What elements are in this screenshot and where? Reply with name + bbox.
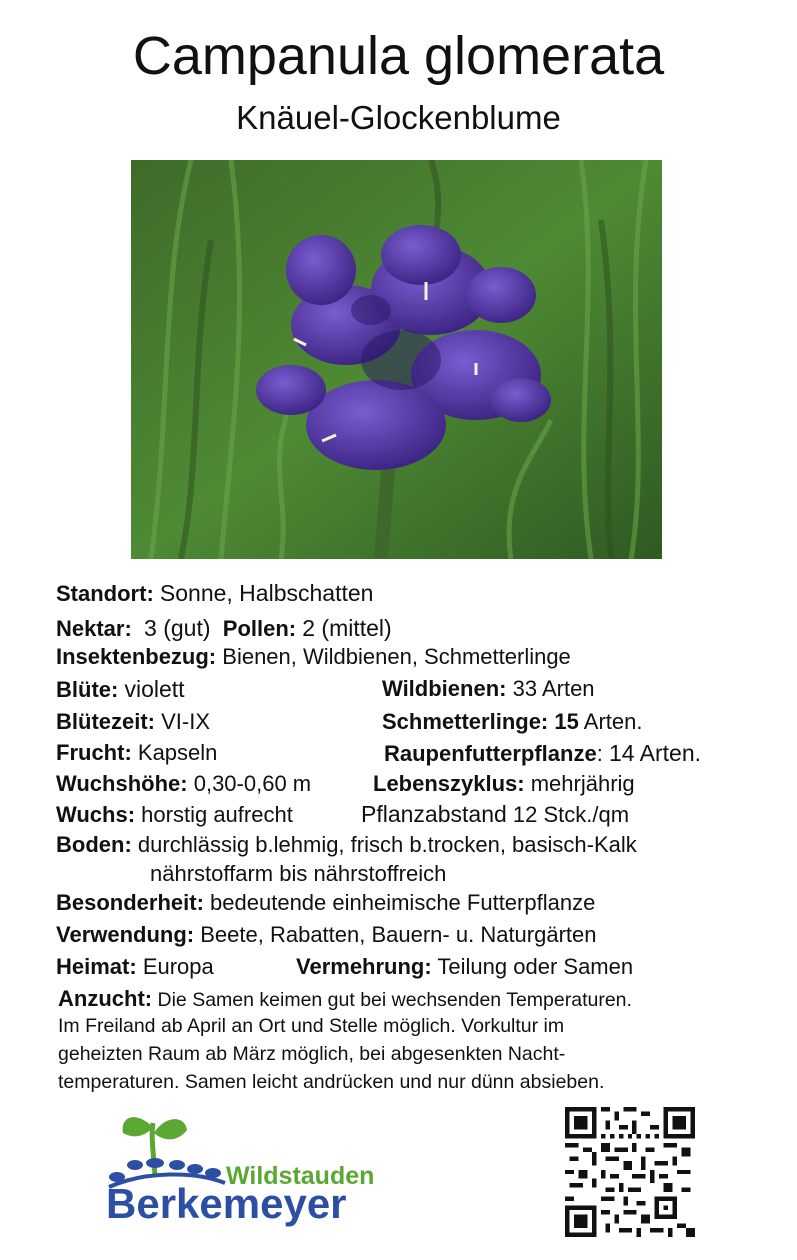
plant-latin-name: Campanula glomerata	[132, 26, 665, 86]
plant-common-name: Knäuel-Glockenblume	[236, 99, 561, 136]
nektar-label: Nektar:	[56, 616, 132, 641]
row-wuchshoehe: Wuchshöhe: 0,30-0,60 m	[56, 771, 312, 796]
row-vermehrung: Vermehrung: Teilung oder Samen	[296, 954, 634, 979]
row-boden-cont: nährstoffarm bis nährstoffreich	[150, 861, 447, 886]
row-wuchs: Wuchs: horstig aufrecht	[56, 802, 293, 827]
row-boden: Boden: durchlässig b.lehmig, frisch b.trocken, basisch-Kalk	[56, 832, 637, 857]
logo-top-word: Wildstauden	[226, 1162, 375, 1190]
pollen-value: 2 (mittel)	[302, 615, 392, 641]
nektar-value: 3 (gut)	[144, 615, 211, 641]
anzucht-line-2: Im Freiland ab April an Ort und Stelle möglich. Vorkultur im	[58, 1015, 565, 1037]
row-besonderheit: Besonderheit: bedeutende einheimische Futterpflanze	[56, 890, 596, 915]
anzucht-line-1: Anzucht: Die Samen keimen gut bei wechsenden Temperaturen.	[58, 986, 632, 1011]
row-nektar-pollen	[56, 614, 392, 643]
row-raupenfutterpflanze: Raupenfutterpflanze: 14 Arten.	[384, 740, 702, 766]
pollen-label: Pollen:	[222, 616, 297, 641]
anzucht-line-4: temperaturen. Samen leicht andrücken und nur dünn absieben.	[58, 1071, 605, 1093]
anzucht-line-3: geheizten Raum ab März möglich, bei abgesenkten Nacht-	[58, 1043, 566, 1065]
qr-code-icon[interactable]	[565, 1107, 695, 1237]
plant-photo	[131, 160, 662, 559]
row-frucht: Frucht: Kapseln	[56, 740, 218, 765]
row-heimat: Heimat: Europa	[56, 954, 214, 979]
row-verwendung: Verwendung: Beete, Rabatten, Bauern- u. Naturgärten	[56, 922, 597, 947]
row-pflanzabstand: Pflanzabstand 12 Stck./qm	[361, 801, 630, 827]
row-lebenszyklus: Lebenszyklus: mehrjährig	[373, 771, 635, 796]
row-schmetterlinge: Schmetterlinge: 15 Arten.	[382, 709, 643, 734]
row-wildbienen: Wildbienen: 33 Arten	[382, 676, 595, 701]
row-bluete: Blüte: violett	[56, 676, 185, 702]
row-standort: Standort: Sonne, Halbschatten	[56, 580, 374, 606]
row-insektenbezug: Insektenbezug: Bienen, Wildbienen, Schmetterlinge	[56, 644, 571, 669]
row-bluetezeit: Blütezeit: VI-IX	[56, 709, 211, 734]
logo-brand: Berkemeyer	[106, 1180, 347, 1227]
